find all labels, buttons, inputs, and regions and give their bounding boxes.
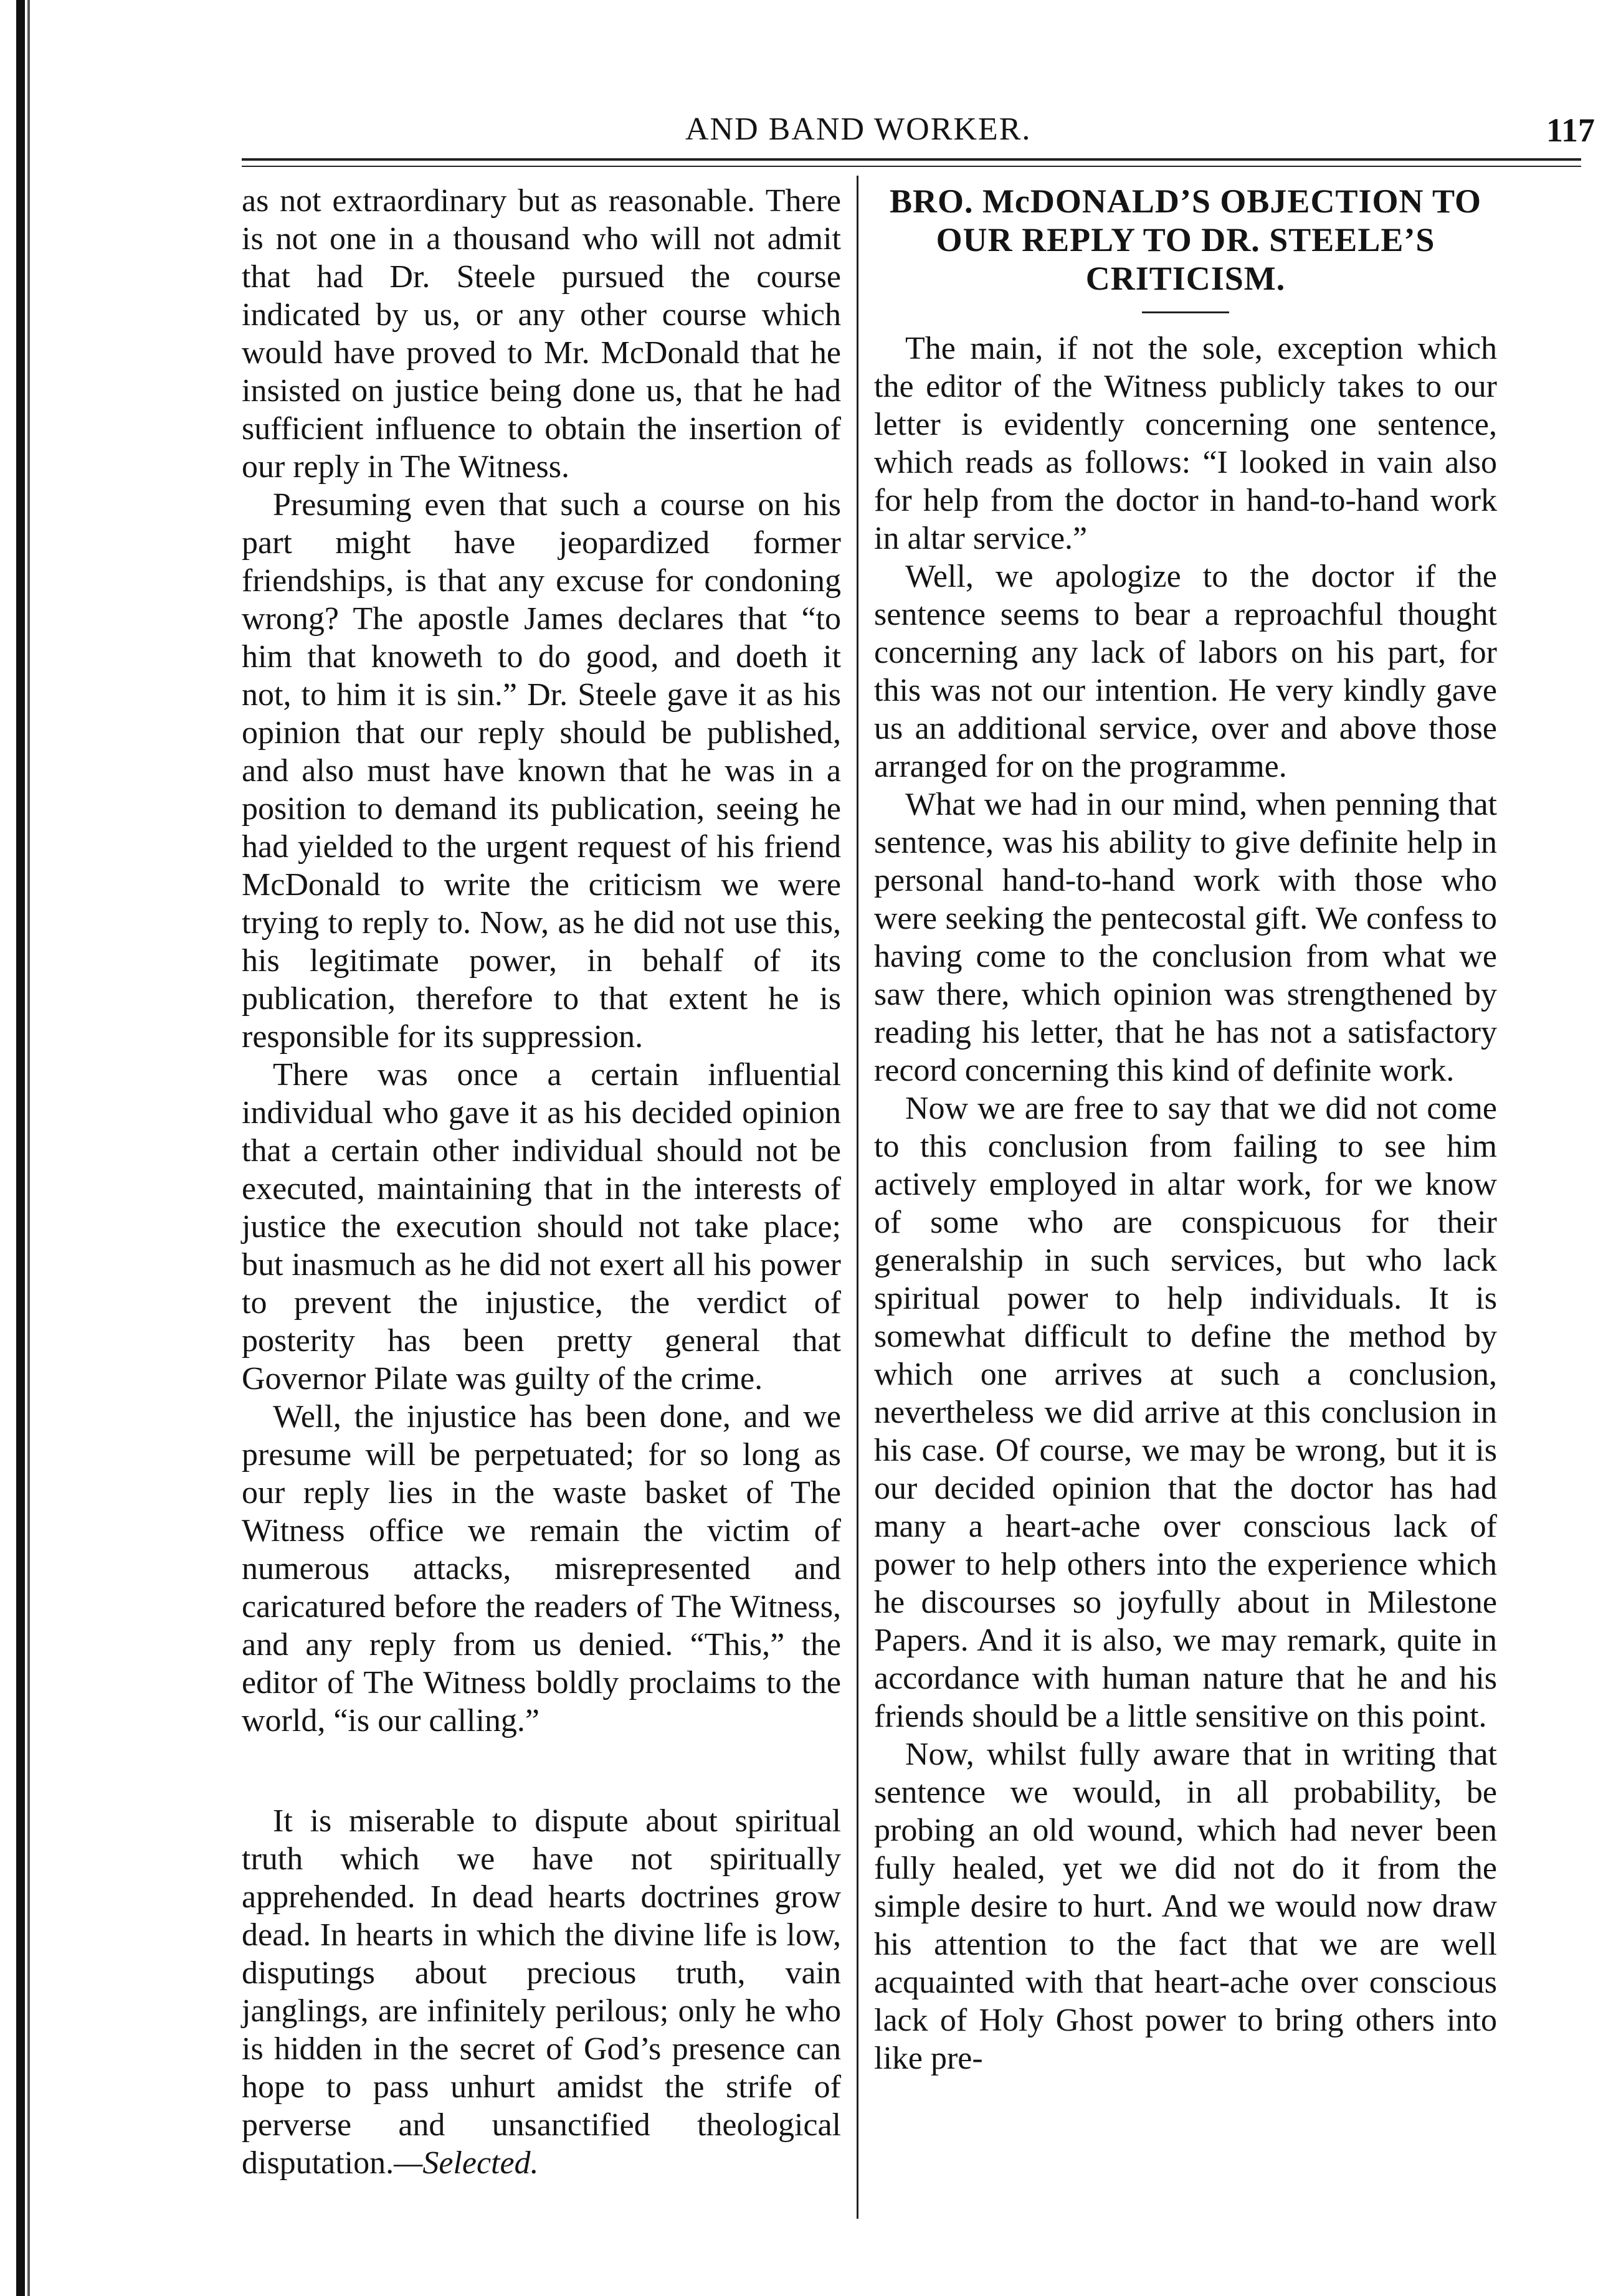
paragraph: as not extraordinary but as reasonable. There is not one in a thousand who will not admit that had Dr. Steele pursued the course indicated by us, or any other course which would have proved to Mr. McDonald that he insisted on justice being done us, that he had sufficient influence to obtain the insertion of our reply in The Witness.	[242, 183, 841, 485]
right-column	[874, 182, 1497, 2077]
selected-text: It is miserable to dispute about spiritual truth which we have not spiritually apprehended. In dead hearts doctrines grow dead. In hearts in which the divine life is low, disputings about precious truth, vain janglings, are infinitely perilous; only he who is hidden in the secret of God’s presence can hope to pass unhurt amidst the strife of perverse and unsanctified theological disputation.	[242, 1803, 841, 2181]
paragraph: Well, the injustice has been done, and we presume will be perpetuated; for so long as our reply lies in the waste basket of The Witness office we remain the victim of numerous attacks, misrepresented and caricatured before the readers of The Witness, and any reply from us denied. “This,” the editor of The Witness boldly proclaims to the world, “is our calling.”	[242, 1399, 841, 1739]
paragraph: There was once a certain influential individual who gave it as his decided opinion that a certain other individual should not be executed, maintaining that in the interests of justice the execution should not take place; but inasmuch as he did not exert all his power to prevent the injustice, the verdict of posterity has been pretty general that Governor Pilate was guilty of the crime.	[242, 1057, 841, 1397]
paragraph: The main, if not the sole, exception which the editor of the Witness publicly takes to our letter is evidently concerning one sentence, which reads as follows: “I looked in vain also for help from the doctor in hand-to-hand work in altar service.”	[874, 331, 1497, 556]
paragraph: Now we are free to say that we did not come to this conclusion from failing to see him actively employed in altar work, for we know of some who are conspicuous for their generalship in such services, but who lack spiritual power to help individuals. It is somewhat difficult to define the method by which one arrives at such a conclusion, nevertheless we did arrive at this conclusion in his case. Of course, we may be wrong, but it is our decided opinion that the doctor has had many a heart-ache over conscious lack of power to help others into the experience which he discourses so joyfully about in Milestone Papers. And it is also, we may remark, quite in accordance with human nature that he and his friends should be a little sensitive on this point.	[874, 1091, 1497, 1734]
paragraph: Now, whilst fully aware that in writing that sentence we would, in all probability, be probing an old wound, which had never been fully healed, yet we did not do it from the simple desire to hurt. And we would now draw his attention to the fact that we are well acquainted with that heart-ache over conscious lack of Holy Ghost power to bring others into like pre-	[874, 1737, 1497, 2076]
paragraph: Presuming even that such a course on his part might have jeopardized former friendships, is that any excuse for condoning wrong? The apostle James declares that “to him that knoweth to do good, and doeth it not, to him it is sin.” Dr. Steele gave it as his opinion that our reply should be published, and also must have known that he was in a position to demand its publication, seeing he had yielded to the urgent request of his friend McDonald to write the criticism we were trying to reply to. Now, as he did not use this, his legitimate power, in behalf of its publication, therefore to that extent he is responsible for its suppression.	[242, 487, 841, 1055]
header-rule	[242, 158, 1581, 161]
page-number: 117	[1546, 111, 1595, 149]
left-column	[242, 182, 841, 2182]
column-divider	[857, 176, 858, 2219]
selected-source: —Selected.	[394, 2145, 539, 2181]
binding-edge	[16, 0, 25, 2296]
selected-paragraph	[242, 1802, 841, 2182]
binding-shadow	[27, 0, 30, 2296]
title-rule	[1142, 311, 1229, 313]
header-rule-thin	[242, 166, 1581, 167]
running-head: AND BAND WORKER.	[685, 111, 1032, 147]
section-gap	[242, 1740, 841, 1802]
article-title: BRO. McDONALD’S OBJECTION TO OUR REPLY TO DR. STEELE’S CRITICISM.	[889, 183, 1482, 297]
paragraph: What we had in our mind, when penning that sentence, was his ability to give definite help in personal hand-to-hand work with those who were seeking the pentecostal gift. We confess to having come to the conclusion from what we saw there, which opinion was strengthened by reading his letter, that he has not a satisfactory record concerning this kind of definite work.	[874, 787, 1497, 1088]
paragraph: Well, we apologize to the doctor if the sentence seems to bear a reproachful thought concerning any lack of labors on his part, for this was not our intention. He very kindly gave us an additional service, over and above those arranged for on the programme.	[874, 559, 1497, 784]
